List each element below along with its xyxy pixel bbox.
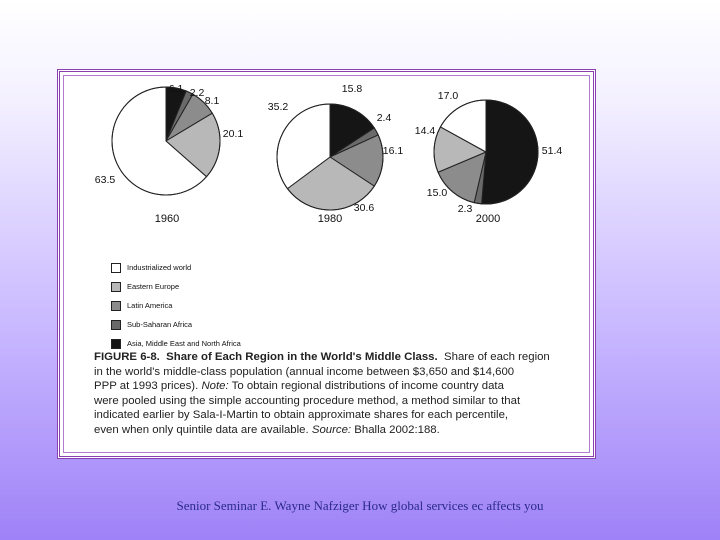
legend-item-sub-saharan — [111, 315, 311, 334]
data-label-1960: 20.1 — [222, 128, 244, 140]
caption-line3-start: PPP at 1993 prices). — [94, 380, 199, 393]
slide-footer: Senior Seminar E. Wayne Nafziger How global services ec affects you — [176, 498, 544, 513]
data-label-1960: 63.5 — [94, 174, 116, 186]
data-label-2000: 2.3 — [457, 203, 473, 215]
chart-legend — [111, 258, 311, 353]
legend-label: Eastern Europe — [127, 282, 180, 291]
data-label-2000: 17.0 — [437, 90, 459, 102]
legend-item-latin-america — [111, 296, 311, 315]
data-label-1980: 30.6 — [353, 202, 375, 214]
legend-label: Latin America — [127, 301, 173, 310]
caption-line1: Share of each region — [444, 351, 550, 363]
figure-caption — [94, 350, 574, 438]
legend-swatch-industrialized — [111, 263, 121, 273]
source-label: Source: — [311, 423, 352, 436]
caption-line3-rest: To obtain regional distributions of income country data — [231, 380, 504, 393]
caption-line4: were pooled using the simple accounting procedure method, a method similar to that — [94, 394, 521, 407]
caption-line2: in the world's middle-class population (annual income between $3,650 and $14,600 — [94, 365, 515, 378]
legend-swatch-asia-mena — [111, 339, 121, 349]
data-label-2000: 51.4 — [541, 145, 563, 157]
pie-year-label: 2000 — [475, 213, 501, 225]
figure-title: Share of Each Region in the World's Middle Class. — [166, 351, 438, 363]
pie-year-label: 1980 — [317, 213, 343, 225]
legend-label: Industrialized world — [127, 263, 192, 272]
data-label-2000: 15.0 — [426, 187, 448, 199]
source-text: Bhalla 2002:188. — [354, 423, 440, 436]
caption-line6: even when only quintile data are available. — [94, 423, 309, 436]
data-label-1960: 8.1 — [204, 95, 220, 107]
legend-swatch-sub-saharan — [111, 320, 121, 330]
pie-slice-2000-asia-middle-east-and-north-africa — [482, 100, 538, 204]
legend-swatch-latin-america — [111, 301, 121, 311]
data-label-1980: 16.1 — [382, 145, 404, 157]
data-label-1980: 2.4 — [376, 112, 392, 124]
legend-label: Asia, Middle East and North Africa — [127, 339, 241, 348]
legend-label: Sub-Saharan Africa — [127, 320, 193, 329]
note-label: Note: — [201, 380, 229, 393]
caption-line5: indicated earlier by Sala-I-Martin to obtain approximate shares for each percentile, — [94, 409, 509, 422]
legend-swatch-eastern-europe — [111, 282, 121, 292]
legend-item-industrialized — [111, 258, 311, 277]
legend-item-eastern-europe — [111, 277, 311, 296]
figure-label: FIGURE 6-8. — [94, 351, 160, 363]
pie-year-label: 1960 — [154, 213, 180, 225]
data-label-1960: 6.1 — [168, 83, 184, 95]
data-label-1960: 2.2 — [189, 87, 205, 99]
data-label-1980: 15.8 — [341, 83, 363, 95]
data-label-2000: 14.4 — [414, 125, 436, 137]
data-label-1980: 35.2 — [267, 101, 289, 113]
